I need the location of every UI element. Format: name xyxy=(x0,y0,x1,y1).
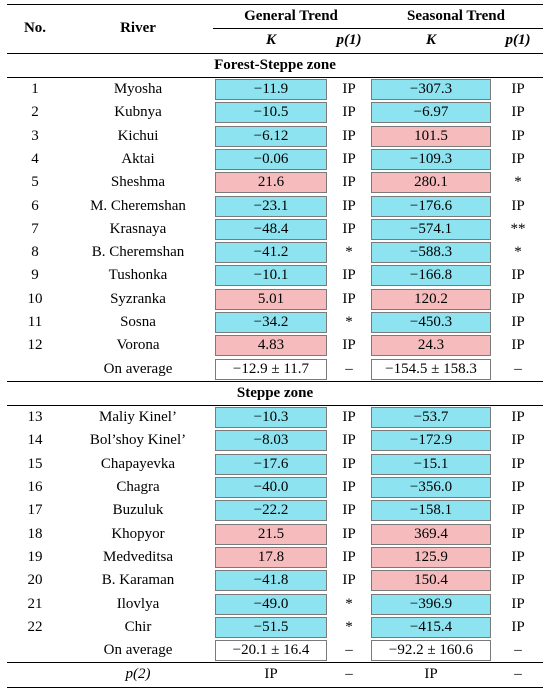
general-k-value: −34.2 xyxy=(215,312,327,333)
row-river: Maliy Kinel’ xyxy=(99,409,177,426)
seasonal-p1-value: IP xyxy=(511,455,525,472)
p2-seasonal-k: IP xyxy=(369,663,493,687)
seasonal-p1-value: * xyxy=(514,244,522,261)
seasonal-k-value: 280.1 xyxy=(371,172,491,193)
zone-heading-row xyxy=(7,381,543,405)
row-river: Chir xyxy=(124,618,152,635)
seasonal-k-value: −356.0 xyxy=(371,477,491,498)
seasonal-p1-value: IP xyxy=(511,525,525,542)
row-river: Chagra xyxy=(116,479,160,496)
header-general-trend: General Trend xyxy=(213,5,369,29)
row-no: 7 xyxy=(31,220,39,237)
table-row xyxy=(7,148,543,171)
general-k-value: 21.5 xyxy=(215,524,327,545)
seasonal-k-value: −166.8 xyxy=(371,265,491,286)
general-p1-value: IP xyxy=(342,479,356,496)
table-row xyxy=(7,311,543,334)
seasonal-k-value: −588.3 xyxy=(371,242,491,263)
seasonal-k-value: −6.97 xyxy=(371,102,491,123)
table-row xyxy=(7,124,543,147)
general-k-value: −10.5 xyxy=(215,102,327,123)
header-river: River xyxy=(63,5,213,54)
row-no: 6 xyxy=(31,197,39,214)
row-no: 2 xyxy=(31,104,39,121)
seasonal-p1-value: IP xyxy=(511,150,525,167)
trend-table xyxy=(7,4,543,688)
row-river: Krasnaya xyxy=(109,220,167,237)
average-seasonal-p1: – xyxy=(493,357,543,381)
seasonal-p1-value: IP xyxy=(511,479,525,496)
seasonal-p1-value: IP xyxy=(511,502,525,519)
row-river: Myosha xyxy=(113,81,163,98)
row-river: Sosna xyxy=(120,314,156,330)
general-k-value: −17.6 xyxy=(215,454,327,475)
row-no: 3 xyxy=(31,127,39,144)
table-row xyxy=(7,264,543,287)
seasonal-p1-value: IP xyxy=(511,314,525,330)
row-no: 22 xyxy=(27,618,43,635)
row-river: Ilovlya xyxy=(116,595,160,612)
row-no: 15 xyxy=(27,455,43,472)
row-river: Khopyor xyxy=(111,525,165,542)
header-seasonal-trend: Seasonal Trend xyxy=(369,5,543,29)
general-k-value: 17.8 xyxy=(215,547,327,568)
average-seasonal-k: −154.5 ± 158.3 xyxy=(371,359,491,380)
general-p1-value: * xyxy=(345,618,353,635)
table-row xyxy=(7,218,543,241)
header-general-p1: p(1) xyxy=(329,29,369,53)
row-river: B. Karaman xyxy=(101,572,175,589)
general-p1-value: IP xyxy=(342,81,356,98)
general-k-value: −0.06 xyxy=(215,149,327,170)
header-seasonal-p1: p(1) xyxy=(493,29,543,53)
seasonal-k-value: −450.3 xyxy=(371,312,491,333)
p2-row xyxy=(7,663,543,687)
general-p1-value: IP xyxy=(342,572,356,589)
seasonal-p1-value: IP xyxy=(511,267,525,284)
general-p1-value: IP xyxy=(342,127,356,144)
row-no: 16 xyxy=(27,479,43,496)
row-no: 11 xyxy=(27,314,43,330)
row-no: 14 xyxy=(27,432,43,449)
header-row xyxy=(7,5,543,29)
seasonal-p1-value: IP xyxy=(511,197,525,214)
average-general-k: −12.9 ± 11.7 xyxy=(215,359,327,380)
general-k-value: 21.6 xyxy=(215,172,327,193)
seasonal-k-value: −307.3 xyxy=(371,79,491,100)
general-k-value: −49.0 xyxy=(215,594,327,615)
seasonal-p1-value: IP xyxy=(511,595,525,612)
table-row xyxy=(7,334,543,357)
table-row xyxy=(7,523,543,546)
row-no: 13 xyxy=(27,409,43,426)
table-row xyxy=(7,569,543,592)
seasonal-k-value: −415.4 xyxy=(371,617,491,638)
table-row xyxy=(7,194,543,217)
row-no: 19 xyxy=(27,548,43,565)
seasonal-k-value: 125.9 xyxy=(371,547,491,568)
general-k-value: −23.1 xyxy=(215,196,327,217)
row-no: 10 xyxy=(27,290,43,307)
general-p1-value: IP xyxy=(342,502,356,519)
general-p1-value: IP xyxy=(342,290,356,307)
table-row xyxy=(7,77,543,101)
p2-seasonal-p1: – xyxy=(493,663,543,687)
general-p1-value: IP xyxy=(342,150,356,167)
row-no: 4 xyxy=(31,150,39,167)
row-river: Medveditsa xyxy=(103,548,173,565)
general-p1-value: IP xyxy=(342,197,356,214)
row-no: 18 xyxy=(27,525,43,542)
row-river: B. Cheremshan xyxy=(91,244,185,261)
row-no: 8 xyxy=(31,244,39,261)
row-no: 9 xyxy=(31,267,39,284)
general-p1-value: IP xyxy=(342,525,356,542)
general-k-value: −11.9 xyxy=(215,79,327,100)
seasonal-p1-value: IP xyxy=(511,618,525,635)
general-k-value: −10.3 xyxy=(215,407,327,428)
seasonal-p1-value: IP xyxy=(511,81,525,98)
general-k-value: 5.01 xyxy=(215,289,327,310)
row-river: Kubnya xyxy=(114,104,162,121)
row-river: Kichui xyxy=(117,127,159,144)
zone-title: Steppe zone xyxy=(7,381,543,405)
table-row xyxy=(7,616,543,639)
table-body xyxy=(7,53,543,687)
table-row xyxy=(7,101,543,124)
seasonal-k-value: −396.9 xyxy=(371,594,491,615)
seasonal-p1-value: IP xyxy=(511,409,525,426)
seasonal-k-value: −158.1 xyxy=(371,500,491,521)
general-p1-value: * xyxy=(345,595,353,612)
table-row xyxy=(7,453,543,476)
header-general-k: K xyxy=(213,29,329,53)
row-no: 21 xyxy=(27,595,43,612)
row-river: Tushonka xyxy=(108,267,168,284)
seasonal-p1-value: IP xyxy=(511,127,525,144)
average-label: On average xyxy=(63,639,213,663)
row-no: 5 xyxy=(31,174,39,191)
general-p1-value: IP xyxy=(342,337,356,354)
row-river: Aktai xyxy=(121,150,155,167)
average-general-p1: – xyxy=(329,357,369,381)
seasonal-p1-value: IP xyxy=(511,572,525,589)
row-river: Vorona xyxy=(116,337,160,354)
p2-general-p1: – xyxy=(329,663,369,687)
general-k-value: −10.1 xyxy=(215,265,327,286)
seasonal-p1-value: ** xyxy=(510,220,526,237)
seasonal-k-value: −176.6 xyxy=(371,196,491,217)
seasonal-k-value: −53.7 xyxy=(371,407,491,428)
seasonal-k-value: 120.2 xyxy=(371,289,491,310)
row-river: Syzranka xyxy=(110,290,166,307)
seasonal-k-value: 24.3 xyxy=(371,335,491,356)
table-row xyxy=(7,546,543,569)
seasonal-p1-value: IP xyxy=(511,432,525,449)
zone-heading-row xyxy=(7,53,543,77)
row-no: 12 xyxy=(27,337,43,354)
seasonal-k-value: 150.4 xyxy=(371,570,491,591)
table-row xyxy=(7,171,543,194)
seasonal-p1-value: * xyxy=(514,174,522,191)
table-row xyxy=(7,499,543,522)
header-no: No. xyxy=(7,5,63,54)
p2-general-k: IP xyxy=(213,663,329,687)
table-row xyxy=(7,429,543,452)
seasonal-p1-value: IP xyxy=(511,104,525,121)
average-seasonal-p1: – xyxy=(493,639,543,663)
seasonal-k-value: −15.1 xyxy=(371,454,491,475)
general-p1-value: IP xyxy=(342,548,356,565)
row-river: Buzuluk xyxy=(112,502,164,519)
average-row xyxy=(7,639,543,663)
row-river: Bol’shoy Kinel’ xyxy=(89,432,187,449)
seasonal-k-value: −172.9 xyxy=(371,430,491,451)
general-k-value: −6.12 xyxy=(215,126,327,147)
average-row xyxy=(7,357,543,381)
general-p1-value: IP xyxy=(342,267,356,284)
seasonal-p1-value: IP xyxy=(511,290,525,307)
general-p1-value: IP xyxy=(342,104,356,121)
table-row xyxy=(7,476,543,499)
row-no: 17 xyxy=(27,502,43,519)
general-k-value: −22.2 xyxy=(215,500,327,521)
row-no: 20 xyxy=(27,572,43,589)
general-p1-value: IP xyxy=(342,432,356,449)
row-river: Sheshma xyxy=(110,174,166,191)
general-k-value: −8.03 xyxy=(215,430,327,451)
table-row xyxy=(7,241,543,264)
row-river: M. Cheremshan xyxy=(90,197,186,214)
table-row xyxy=(7,288,543,311)
row-no: 1 xyxy=(31,81,39,98)
general-p1-value: IP xyxy=(342,409,356,426)
general-p1-value: * xyxy=(345,244,353,261)
average-general-k: −20.1 ± 16.4 xyxy=(215,640,327,661)
general-k-value: −41.8 xyxy=(215,570,327,591)
general-p1-value: IP xyxy=(342,220,356,237)
general-k-value: −51.5 xyxy=(215,617,327,638)
p2-label: p(2) xyxy=(63,663,213,687)
average-general-p1: – xyxy=(329,639,369,663)
general-k-value: −48.4 xyxy=(215,219,327,240)
seasonal-p1-value: IP xyxy=(511,548,525,565)
seasonal-k-value: 101.5 xyxy=(371,126,491,147)
general-k-value: −40.0 xyxy=(215,477,327,498)
row-river: Chapayevka xyxy=(100,455,176,472)
seasonal-k-value: 369.4 xyxy=(371,524,491,545)
table-row xyxy=(7,406,543,430)
table-row xyxy=(7,592,543,615)
zone-title: Forest-Steppe zone xyxy=(7,53,543,77)
seasonal-k-value: −109.3 xyxy=(371,149,491,170)
general-p1-value: * xyxy=(345,314,353,330)
general-p1-value: IP xyxy=(342,455,356,472)
seasonal-p1-value: IP xyxy=(511,337,525,354)
general-k-value: 4.83 xyxy=(215,335,327,356)
general-p1-value: IP xyxy=(342,174,356,191)
seasonal-k-value: −574.1 xyxy=(371,219,491,240)
general-k-value: −41.2 xyxy=(215,242,327,263)
average-seasonal-k: −92.2 ± 160.6 xyxy=(371,640,491,661)
header-seasonal-k: K xyxy=(369,29,493,53)
average-label: On average xyxy=(63,357,213,381)
